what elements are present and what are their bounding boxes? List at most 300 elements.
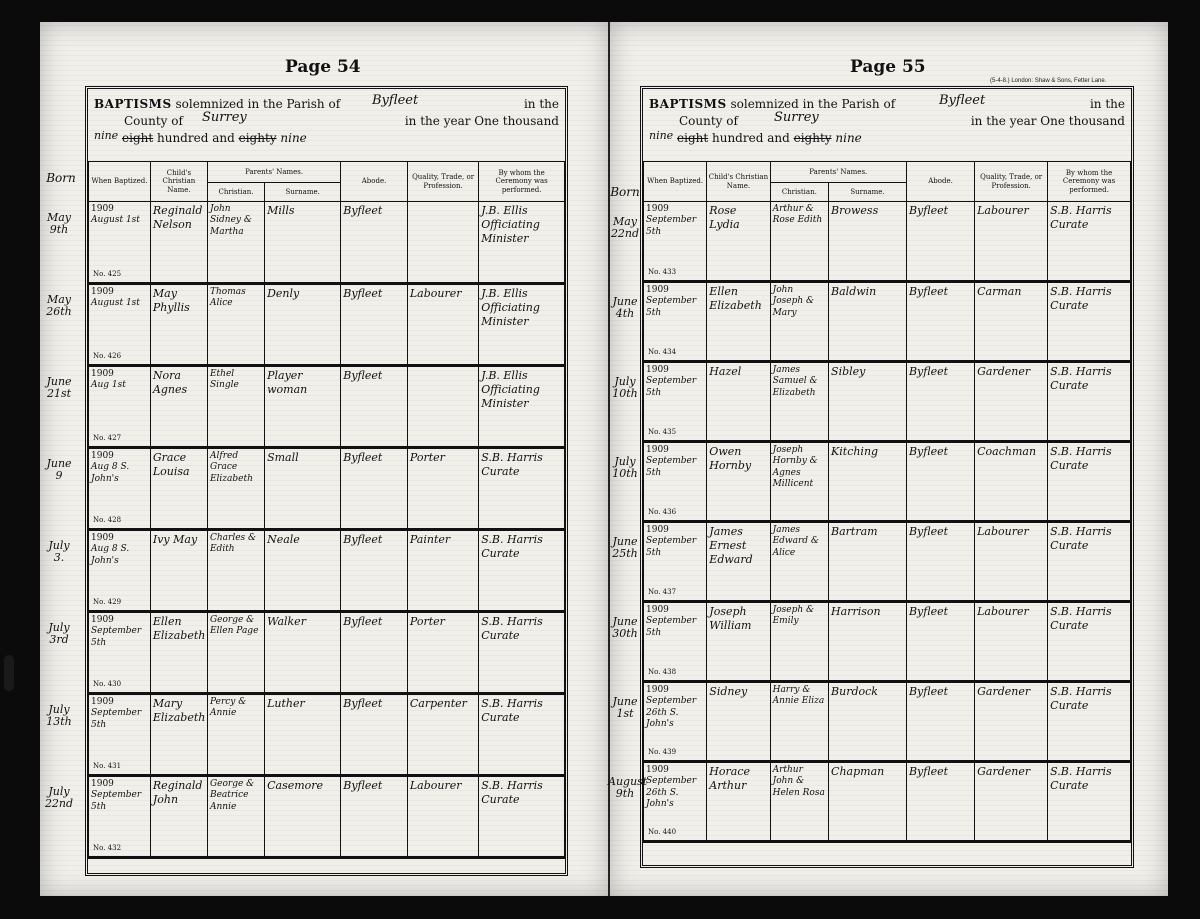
- entry-trade: Carpenter: [409, 697, 467, 710]
- cell-by: [479, 776, 565, 858]
- cell-surname: [265, 694, 341, 776]
- entry-when: September 26th S. John's: [646, 776, 697, 809]
- entry-parents-christian: John Joseph & Mary: [772, 285, 814, 318]
- born-date: June 30th: [612, 615, 638, 641]
- parish-name: Byfleet: [372, 93, 419, 108]
- born-margin-title: Born: [46, 171, 76, 185]
- entry-parents-christian: James Edward & Alice: [772, 525, 819, 558]
- entry-year: 1909: [646, 525, 669, 535]
- entry-year: 1909: [91, 287, 114, 297]
- cell-parents-christian: [207, 776, 264, 858]
- entry-number: No. 426: [93, 352, 122, 361]
- born-date: July 10th: [612, 375, 638, 401]
- entry-child: Hazel: [709, 365, 742, 378]
- baptism-table: [88, 161, 565, 859]
- entry-surname: Player woman: [267, 369, 308, 396]
- binding-mark: [4, 655, 14, 691]
- entry-surname: Baldwin: [831, 285, 877, 298]
- header-text: County of: [679, 114, 738, 128]
- cell-by: [479, 202, 565, 284]
- cell-surname: [265, 366, 341, 448]
- cell-trade: [975, 362, 1048, 442]
- entry-abode: Byfleet: [343, 451, 383, 464]
- table-row: [644, 282, 1131, 362]
- entry-year: 1909: [91, 451, 114, 461]
- cell-parents-christian: [770, 602, 828, 682]
- table-body: [89, 202, 565, 858]
- entry-trade: Labourer: [977, 605, 1029, 618]
- cell-trade: [407, 694, 478, 776]
- entry-by: S.B. Harris Curate: [1050, 605, 1112, 632]
- cell-surname: [265, 530, 341, 612]
- entry-when: Aug 1st: [91, 380, 126, 391]
- cell-by: [1048, 362, 1131, 442]
- cell-surname: [265, 448, 341, 530]
- cell-abode: [341, 202, 408, 284]
- born-margin-title: Born: [610, 185, 640, 199]
- entry-by: S.B. Harris Curate: [481, 533, 543, 560]
- printer-imprint: (5-4-8.) London: Shaw & Sons, Fetter Lane.: [990, 78, 1107, 84]
- register-sheet: [85, 86, 568, 876]
- cell-by: [1048, 762, 1131, 842]
- entry-parents-christian: Thomas Alice: [209, 287, 246, 309]
- cell-surname: [829, 202, 907, 282]
- cell-surname: [829, 442, 907, 522]
- page-title: Page 55: [850, 57, 926, 77]
- entry-year: 1909: [91, 533, 114, 543]
- cell-abode: [341, 530, 408, 612]
- born-date: May 9th: [46, 211, 72, 237]
- entry-number: No. 432: [93, 844, 122, 853]
- entry-child: Ellen Elizabeth: [709, 285, 762, 312]
- cell-trade: [975, 602, 1048, 682]
- col-parents-christian: Christian.: [207, 183, 264, 202]
- cell-surname: [265, 776, 341, 858]
- entry-by: S.B. Harris Curate: [1050, 365, 1112, 392]
- cell-trade: [975, 202, 1048, 282]
- entry-when: September 5th: [91, 708, 142, 730]
- table-row: [89, 448, 565, 530]
- header-text: in the year One thousand: [404, 114, 559, 128]
- entry-number: No. 434: [648, 348, 677, 357]
- entry-number: No. 440: [648, 828, 677, 837]
- entry-parents-christian: Arthur & Rose Edith: [772, 204, 823, 226]
- header-text: solemnized in the Parish of: [730, 97, 896, 111]
- entry-year: 1909: [646, 204, 669, 214]
- cell-surname: [265, 202, 341, 284]
- cell-when: [644, 762, 707, 842]
- entry-abode: Byfleet: [343, 369, 383, 382]
- entry-year: 1909: [646, 365, 669, 375]
- born-date: June 25th: [612, 535, 638, 561]
- entry-child: Grace Louisa: [152, 451, 190, 478]
- col-when-baptized: When Baptized.: [644, 162, 707, 202]
- cell-when: [89, 776, 151, 858]
- entry-surname: Chapman: [831, 765, 885, 778]
- header-text: in the year One thousand: [970, 114, 1125, 128]
- header-text: hundred and: [712, 131, 790, 145]
- entry-number: No. 425: [93, 270, 122, 279]
- entry-surname: Bartram: [831, 525, 878, 538]
- col-by-whom: By whom the Ceremony was performed.: [1048, 162, 1131, 202]
- right-page: [610, 22, 1168, 896]
- cell-parents-christian: [770, 522, 828, 602]
- entry-surname: Luther: [267, 697, 305, 710]
- cell-parents-christian: [770, 442, 828, 522]
- cell-child: [707, 682, 770, 762]
- entry-by: S.B. Harris Curate: [1050, 445, 1112, 472]
- entry-abode: Byfleet: [343, 779, 383, 792]
- entry-year: 1909: [646, 285, 669, 295]
- cell-by: [1048, 682, 1131, 762]
- entry-parents-christian: Arthur John & Helen Rosa: [772, 765, 825, 798]
- header-text: eight: [122, 131, 154, 145]
- entry-when: September 5th: [646, 296, 697, 318]
- entry-year: 1909: [646, 765, 669, 775]
- cell-by: [479, 694, 565, 776]
- entry-abode: Byfleet: [343, 615, 383, 628]
- cell-trade: [407, 202, 478, 284]
- entry-trade: Coachman: [977, 445, 1037, 458]
- cell-child: [707, 442, 770, 522]
- entry-by: J.B. Ellis Officiating Minister: [481, 369, 540, 410]
- table-row: [644, 202, 1131, 282]
- entry-when: Aug 8 S. John's: [91, 544, 130, 566]
- cell-when: [644, 522, 707, 602]
- entry-parents-christian: Joseph & Emily: [772, 605, 814, 627]
- cell-parents-christian: [770, 682, 828, 762]
- entry-child: Rose Lydia: [709, 204, 740, 231]
- entry-child: May Phyllis: [152, 287, 190, 314]
- entry-when: September 26th S. John's: [646, 696, 697, 729]
- cell-surname: [265, 612, 341, 694]
- cell-abode: [341, 284, 408, 366]
- cell-abode: [906, 762, 974, 842]
- entry-number: No. 437: [648, 588, 677, 597]
- entry-number: No. 428: [93, 516, 122, 525]
- entry-surname: Burdock: [831, 685, 878, 698]
- entry-parents-christian: Ethel Single: [209, 369, 239, 391]
- born-date: July 3rd: [48, 621, 70, 647]
- cell-abode: [906, 362, 974, 442]
- header-text: in the: [1089, 97, 1125, 111]
- entry-surname: Neale: [267, 533, 300, 546]
- cell-parents-christian: [207, 202, 264, 284]
- col-by-whom: By whom the Ceremony was performed.: [479, 162, 565, 202]
- entry-year: 1909: [646, 445, 669, 455]
- handwritten-nine: nine: [649, 129, 674, 142]
- entry-by: J.B. Ellis Officiating Minister: [481, 287, 540, 328]
- entry-number: No. 435: [648, 428, 677, 437]
- table-row: [89, 776, 565, 858]
- cell-when: [644, 442, 707, 522]
- entry-abode: Byfleet: [343, 697, 383, 710]
- entry-when: September 5th: [646, 376, 697, 398]
- born-date: June 21st: [46, 375, 72, 401]
- entry-when: September 5th: [91, 626, 142, 648]
- cell-child: [707, 362, 770, 442]
- cell-abode: [341, 366, 408, 448]
- entry-parents-christian: Percy & Annie: [209, 697, 247, 719]
- entry-trade: Gardener: [977, 765, 1031, 778]
- entry-by: S.B. Harris Curate: [481, 779, 543, 806]
- cell-by: [479, 530, 565, 612]
- entry-number: No. 429: [93, 598, 122, 607]
- entry-trade: Labourer: [977, 525, 1029, 538]
- cell-trade: [975, 762, 1048, 842]
- cell-abode: [341, 612, 408, 694]
- baptism-table: [643, 161, 1131, 843]
- cell-surname: [829, 762, 907, 842]
- register-header: [94, 95, 559, 151]
- entry-when: September 5th: [91, 790, 142, 812]
- col-parents-christian: Christian.: [770, 183, 828, 202]
- cell-abode: [906, 282, 974, 362]
- cell-by: [479, 284, 565, 366]
- cell-parents-christian: [770, 282, 828, 362]
- entry-abode: Byfleet: [908, 445, 949, 458]
- entry-when: Aug 8 S. John's: [91, 462, 130, 484]
- county-name: Surrey: [774, 110, 819, 125]
- baptisms-heading: BAPTISMS: [649, 97, 727, 111]
- parish-name: Byfleet: [939, 93, 986, 108]
- cell-child: [707, 602, 770, 682]
- cell-when: [89, 202, 151, 284]
- year-digit: nine: [280, 131, 307, 145]
- entry-abode: Byfleet: [908, 685, 949, 698]
- header-text: in the: [523, 97, 559, 111]
- born-date: July 3.: [48, 539, 70, 565]
- cell-parents-christian: [207, 694, 264, 776]
- born-date: July 22nd: [44, 785, 74, 811]
- cell-when: [644, 282, 707, 362]
- col-when-baptized: When Baptized.: [89, 162, 151, 202]
- cell-by: [1048, 202, 1131, 282]
- entry-surname: Denly: [267, 287, 300, 300]
- entry-year: 1909: [91, 615, 114, 625]
- table-row: [89, 284, 565, 366]
- entry-surname: Sibley: [831, 365, 866, 378]
- col-parents: Parents' Names.: [770, 162, 906, 183]
- entry-parents-christian: James Samuel & Elizabeth: [772, 365, 818, 398]
- table-row: [89, 202, 565, 284]
- cell-when: [89, 694, 151, 776]
- entry-surname: Harrison: [831, 605, 881, 618]
- entry-surname: Kitching: [831, 445, 879, 458]
- entry-surname: Mills: [267, 204, 295, 217]
- entry-parents-christian: Alfred Grace Elizabeth: [209, 451, 253, 484]
- entry-when: September 5th: [646, 536, 697, 558]
- cell-child: [150, 448, 207, 530]
- year-digit: nine: [835, 131, 862, 145]
- cell-when: [89, 366, 151, 448]
- entry-child: Joseph William: [709, 605, 752, 632]
- cell-surname: [829, 522, 907, 602]
- entry-surname: Walker: [267, 615, 306, 628]
- cell-when: [644, 682, 707, 762]
- cell-abode: [906, 602, 974, 682]
- cell-parents-christian: [207, 530, 264, 612]
- header-text: County of: [124, 114, 183, 128]
- born-date: June 4th: [612, 295, 638, 321]
- entry-surname: Casemore: [267, 779, 324, 792]
- col-christian-name: Child's Christian Name.: [150, 162, 207, 202]
- entry-by: S.B. Harris Curate: [481, 615, 543, 642]
- entry-child: Reginald John: [152, 779, 203, 806]
- entry-trade: Porter: [409, 615, 445, 628]
- entry-when: September 5th: [646, 616, 697, 638]
- cell-trade: [407, 366, 478, 448]
- entry-child: Reginald Nelson: [152, 204, 203, 231]
- col-quality: Quality, Trade, or Profession.: [975, 162, 1048, 202]
- cell-parents-christian: [207, 612, 264, 694]
- born-date: May 22nd: [610, 215, 640, 241]
- cell-by: [1048, 602, 1131, 682]
- baptisms-heading: BAPTISMS: [94, 97, 172, 111]
- cell-child: [150, 530, 207, 612]
- entry-by: S.B. Harris Curate: [481, 697, 543, 724]
- entry-abode: Byfleet: [908, 525, 949, 538]
- born-date: August 9th: [608, 775, 648, 801]
- entry-by: S.B. Harris Curate: [1050, 765, 1112, 792]
- entry-year: 1909: [646, 685, 669, 695]
- table-row: [644, 442, 1131, 522]
- col-parents-surname: Surname.: [829, 183, 907, 202]
- entry-abode: Byfleet: [343, 287, 383, 300]
- table-row: [89, 612, 565, 694]
- entry-when: August 1st: [91, 298, 140, 309]
- entry-by: S.B. Harris Curate: [1050, 204, 1112, 231]
- entry-trade: Labourer: [409, 287, 462, 300]
- col-christian-name: Child's Christian Name.: [707, 162, 770, 202]
- table-row: [644, 602, 1131, 682]
- header-text: eighty: [238, 131, 277, 145]
- entry-number: No. 433: [648, 268, 677, 277]
- cell-when: [644, 202, 707, 282]
- col-quality: Quality, Trade, or Profession.: [407, 162, 478, 202]
- entry-child: Nora Agnes: [152, 369, 188, 396]
- county-name: Surrey: [202, 110, 247, 125]
- cell-parents-christian: [770, 362, 828, 442]
- entry-number: No. 436: [648, 508, 677, 517]
- entry-child: Sidney: [709, 685, 748, 698]
- entry-child: Ivy May: [152, 533, 198, 546]
- handwritten-nine: nine: [94, 129, 119, 142]
- header-text: eight: [677, 131, 709, 145]
- entry-abode: Byfleet: [343, 204, 383, 217]
- entry-parents-christian: George & Ellen Page: [209, 615, 259, 637]
- entry-year: 1909: [91, 697, 114, 707]
- cell-surname: [829, 282, 907, 362]
- cell-trade: [975, 522, 1048, 602]
- col-abode: Abode.: [906, 162, 974, 202]
- table-row: [89, 366, 565, 448]
- cell-child: [150, 612, 207, 694]
- entry-by: S.B. Harris Curate: [1050, 525, 1112, 552]
- header-text: solemnized in the Parish of: [175, 97, 341, 111]
- entry-by: S.B. Harris Curate: [1050, 285, 1112, 312]
- born-date: June 1st: [612, 695, 638, 721]
- col-parents: Parents' Names.: [207, 162, 340, 183]
- born-date: July 10th: [612, 455, 638, 481]
- cell-by: [479, 612, 565, 694]
- entry-child: James Ernest Edward: [709, 525, 753, 566]
- cell-when: [644, 362, 707, 442]
- cell-trade: [975, 682, 1048, 762]
- cell-trade: [975, 282, 1048, 362]
- entry-surname: Browess: [831, 204, 879, 217]
- cell-when: [89, 284, 151, 366]
- entry-abode: Byfleet: [908, 765, 949, 778]
- cell-surname: [829, 682, 907, 762]
- cell-when: [644, 602, 707, 682]
- cell-abode: [341, 448, 408, 530]
- entry-when: September 5th: [646, 215, 697, 237]
- cell-child: [707, 202, 770, 282]
- cell-parents-christian: [770, 762, 828, 842]
- entry-trade: Carman: [977, 285, 1022, 298]
- entry-by: J.B. Ellis Officiating Minister: [481, 204, 540, 245]
- entry-abode: Byfleet: [908, 285, 949, 298]
- left-page: [40, 22, 608, 896]
- cell-child: [150, 776, 207, 858]
- entry-surname: Small: [267, 451, 299, 464]
- entry-child: Mary Elizabeth: [152, 697, 206, 724]
- cell-child: [150, 284, 207, 366]
- cell-by: [479, 448, 565, 530]
- table-row: [644, 762, 1131, 842]
- cell-child: [707, 282, 770, 362]
- cell-child: [150, 366, 207, 448]
- cell-child: [150, 202, 207, 284]
- cell-trade: [407, 284, 478, 366]
- page-title: Page 54: [285, 57, 361, 77]
- entry-number: No. 438: [648, 668, 677, 677]
- entry-by: S.B. Harris Curate: [481, 451, 543, 478]
- col-parents-surname: Surname.: [265, 183, 341, 202]
- entry-year: 1909: [646, 605, 669, 615]
- entry-number: No. 431: [93, 762, 122, 771]
- entry-trade: Gardener: [977, 685, 1031, 698]
- register-sheet: [640, 86, 1134, 868]
- cell-trade: [407, 448, 478, 530]
- header-text: eighty: [793, 131, 832, 145]
- header-text: hundred and: [157, 131, 235, 145]
- entry-parents-christian: Joseph Hornby & Agnes Millicent: [772, 445, 818, 489]
- entry-number: No. 430: [93, 680, 122, 689]
- register-header: [649, 95, 1125, 151]
- entry-parents-christian: John Sidney & Martha: [209, 204, 252, 237]
- table-row: [89, 694, 565, 776]
- born-date: July 13th: [46, 703, 72, 729]
- cell-trade: [407, 776, 478, 858]
- entry-trade: Labourer: [977, 204, 1029, 217]
- cell-by: [479, 366, 565, 448]
- cell-surname: [829, 362, 907, 442]
- entry-when: August 1st: [91, 215, 140, 226]
- cell-when: [89, 530, 151, 612]
- entry-trade: Painter: [409, 533, 451, 546]
- cell-abode: [906, 522, 974, 602]
- cell-when: [89, 448, 151, 530]
- table-row: [644, 522, 1131, 602]
- cell-trade: [407, 530, 478, 612]
- cell-abode: [341, 776, 408, 858]
- entry-trade: Porter: [409, 451, 445, 464]
- table-body: [644, 202, 1131, 842]
- entry-parents-christian: George & Beatrice Annie: [209, 779, 255, 812]
- cell-child: [707, 522, 770, 602]
